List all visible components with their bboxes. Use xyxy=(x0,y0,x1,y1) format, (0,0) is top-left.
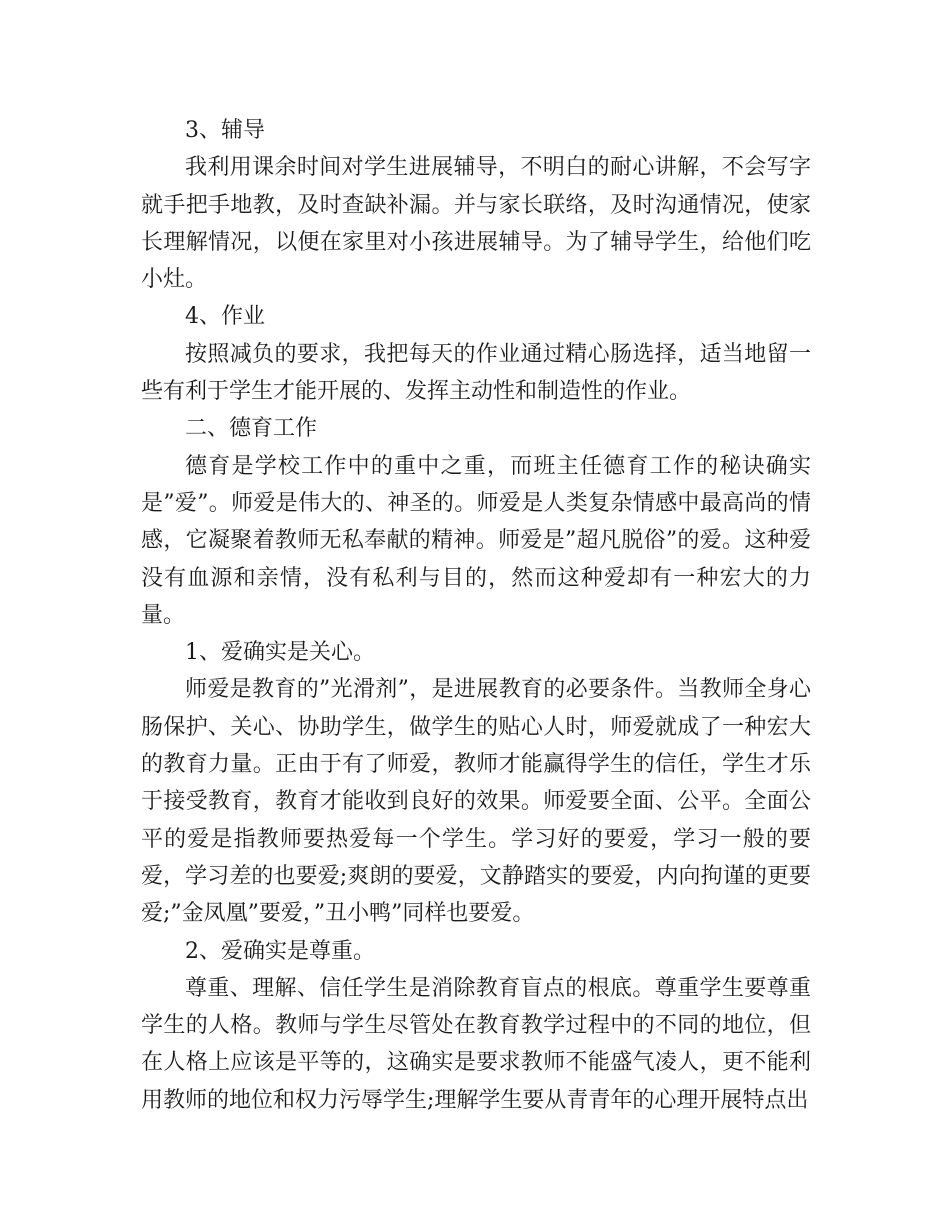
section-heading-homework: 4、作业 xyxy=(185,304,265,330)
section-heading-love-is-care: 1、爱确实是关心。 xyxy=(185,640,375,666)
paragraph-love-is-care: 师爱是教育的”光滑剂”，是进展教育的必要条件。当教师全身心肠保护、关心、协助学生，做学生的贴心人时，师爱就成了一种宏大的教育力量。正由于有了师爱，教师才能赢得学生的信任，学生才乐于接受教育，教育才能收到良好的效果。师爱要全面、公平。全面公平的爱是指教师要热爱每一个学生。学习好的要爱，学习一般的要爱，学习差的也要爱;爽朗的要爱，文静踏实的要爱，内向拘谨的更要爱;”金凤凰”要爱，”丑小鸭”同样也要爱。 xyxy=(141,677,811,927)
paragraph-love-is-respect: 尊重、理解、信任学生是消除教育盲点的根底。尊重学生要尊重学生的人格。教师与学生尽管处在教育教学过程中的不同的地位，但在人格上应该是平等的，这确实是要求教师不能盛气凌人，更不能利用教师的地位和权力污辱学生;理解学生要从青青年的心理开展特点出 xyxy=(141,975,811,1113)
paragraph-moral-education: 德育是学校工作中的重中之重，而班主任德育工作的秘诀确实是”爱”。师爱是伟大的、神圣的。师爱是人类复杂情感中最高尚的情感，它凝聚着教师无私奉献的精神。师爱是”超凡脱俗”的爱。这种爱没有血源和亲情，没有私利与目的，然而这种爱却有一种宏大的力量。 xyxy=(141,453,811,628)
section-heading-moral-education: 二、德育工作 xyxy=(185,416,318,442)
section-heading-tutoring: 3、辅导 xyxy=(185,118,265,143)
document-body xyxy=(141,112,811,1119)
paragraph-tutoring: 我利用课余时间对学生进展辅导，不明白的耐心讲解，不会写字就手把手地教，及时查缺补漏。并与家长联络，及时沟通情况，使家长理解情况，以便在家里对小孩进展辅导。为了辅导学生，给他们吃小灶。 xyxy=(141,155,811,293)
section-heading-love-is-respect: 2、爱确实是尊重。 xyxy=(185,938,375,964)
paragraph-homework: 按照减负的要求，我把每天的作业通过精心肠选择，适当地留一些有利于学生才能开展的、发挥主动性和制造性的作业。 xyxy=(141,341,811,405)
